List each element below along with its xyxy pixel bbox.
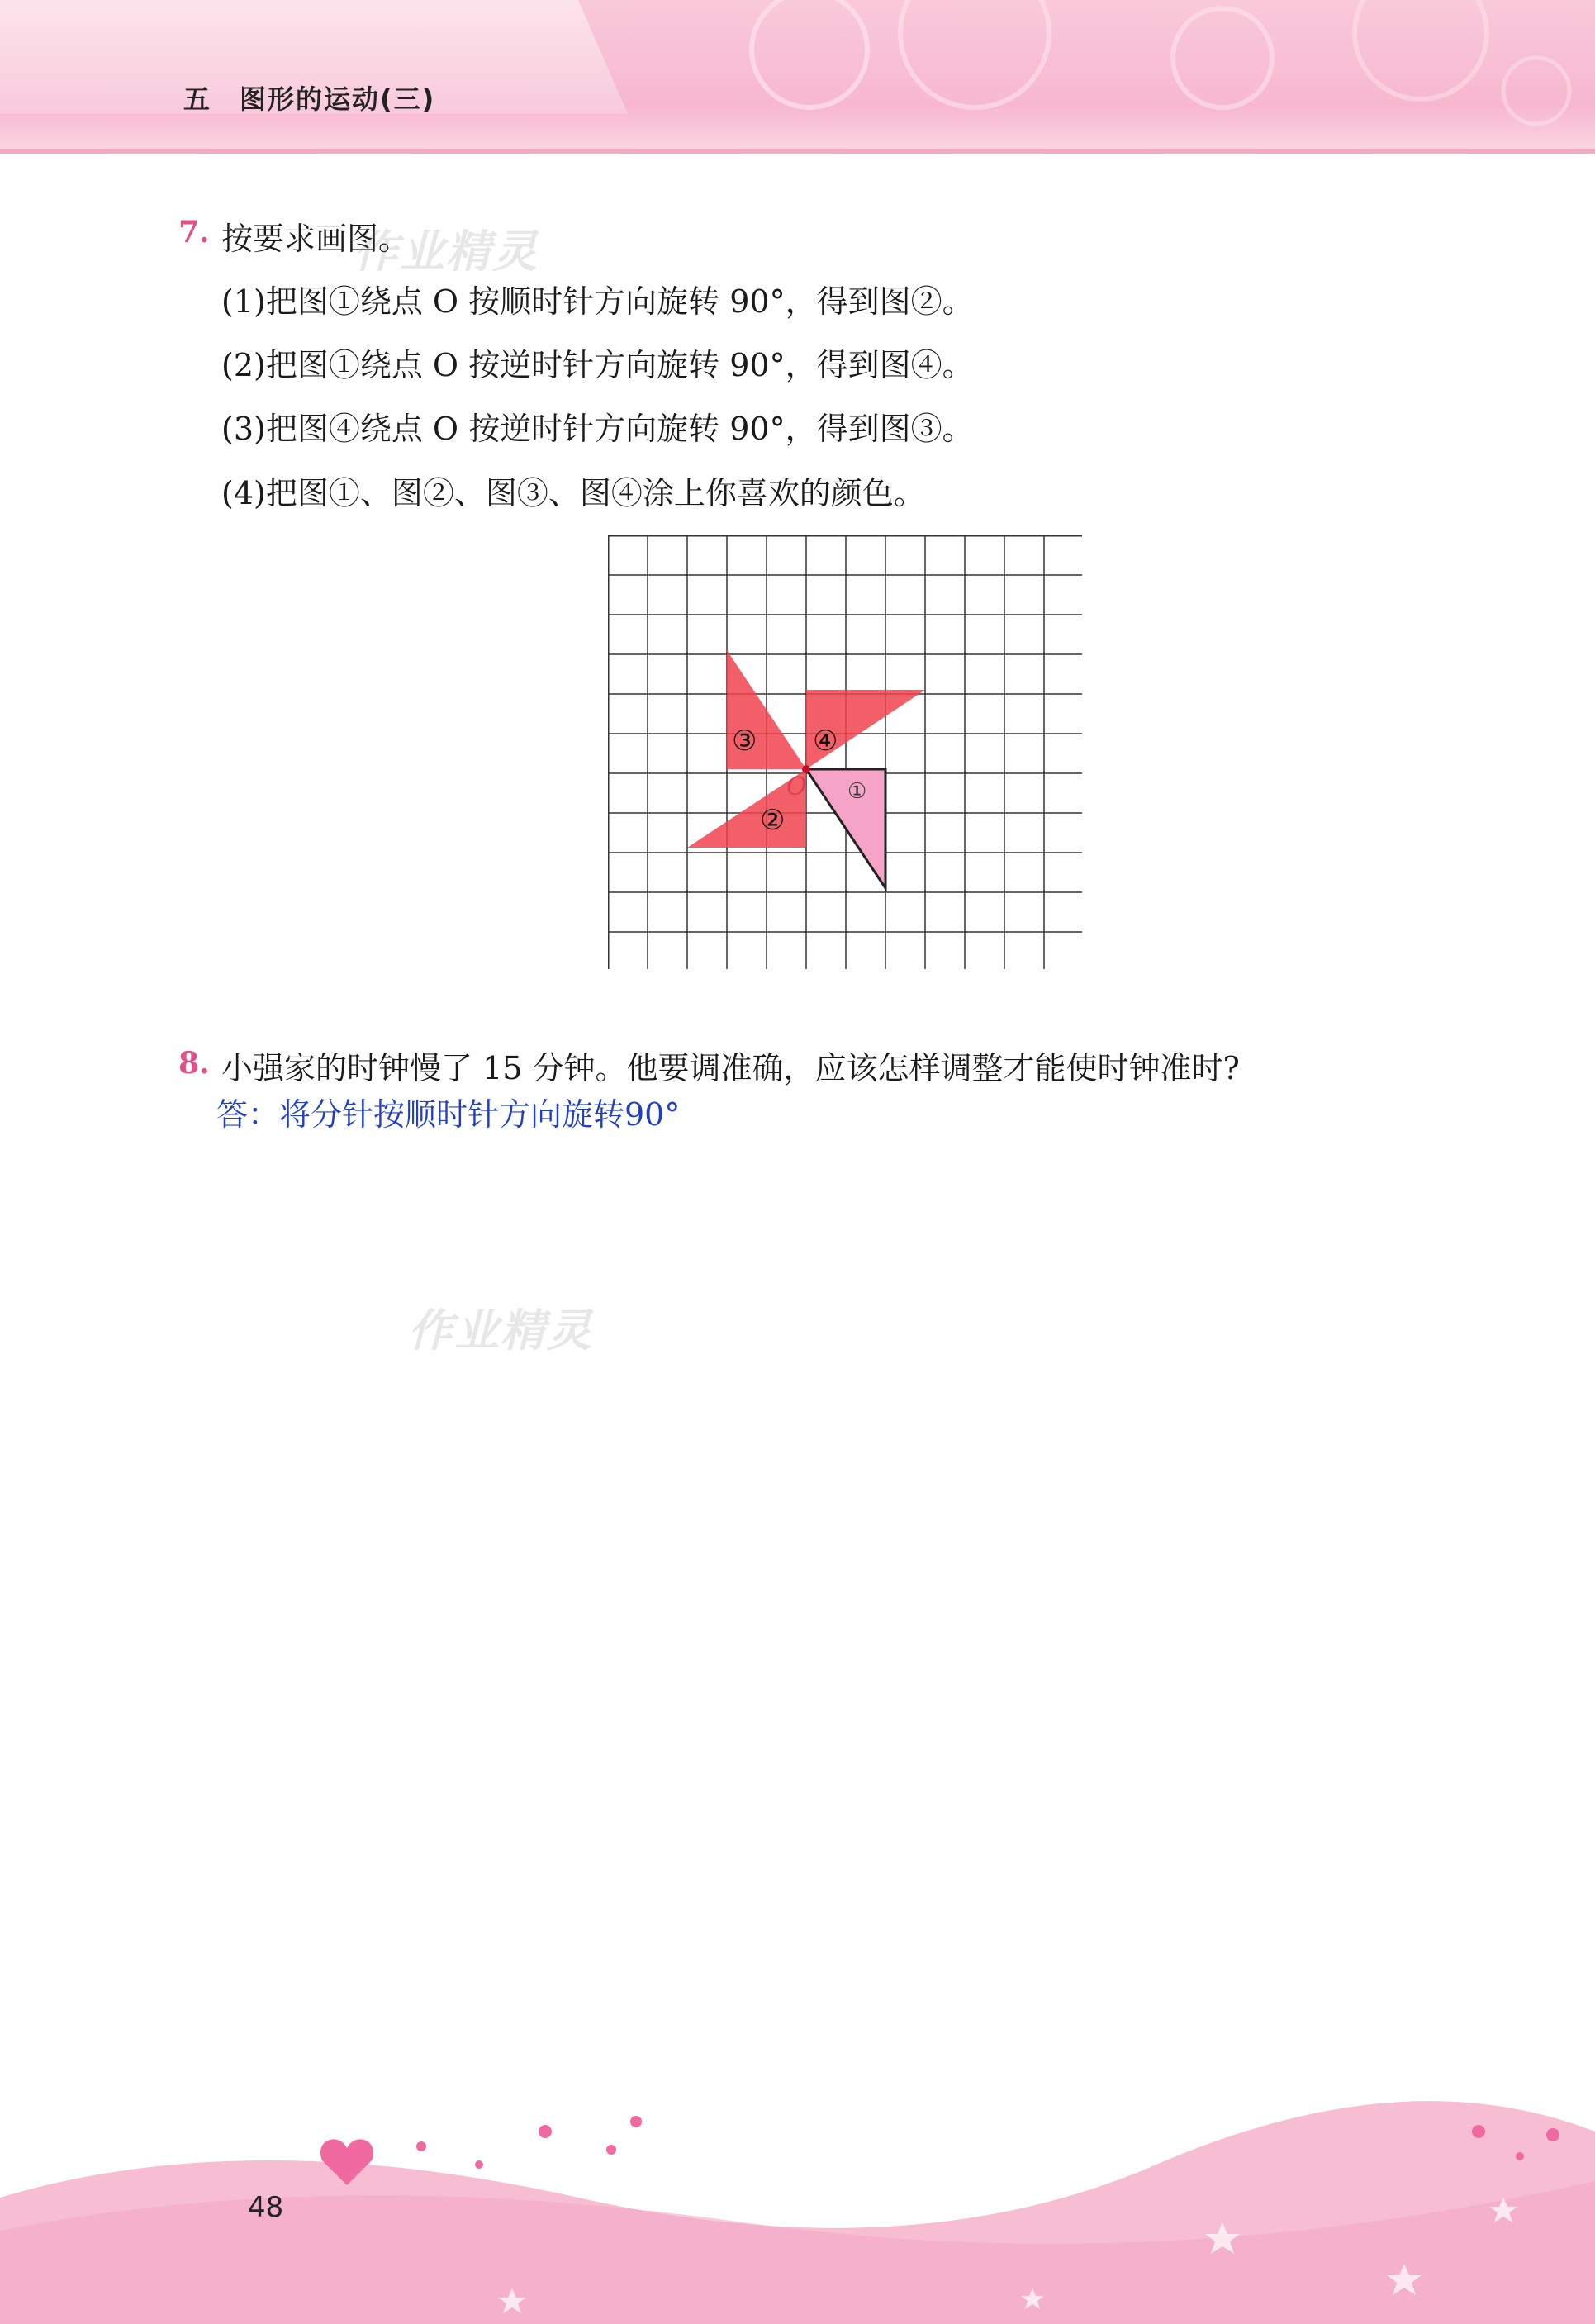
q7-number: 7. [178, 215, 210, 250]
label-1: ① [847, 779, 867, 804]
q7-item-2: (2)把图①绕点 O 按逆时针方向旋转 90°，得到图④。 [221, 347, 974, 383]
q8-answer: 答：将分针按顺时针方向旋转90° [216, 1096, 681, 1133]
page-number: 48 [248, 2191, 284, 2224]
grid-lines [608, 535, 1082, 969]
chapter-number: 五 [183, 83, 211, 115]
q7-item-4: (4)把图①、图②、图③、图④涂上你喜欢的颜色。 [221, 475, 925, 511]
point-o-label: O [786, 772, 807, 801]
watermark-top: 作业精灵 [354, 226, 539, 278]
q8-number: 8. [178, 1046, 210, 1081]
label-3: ③ [732, 725, 757, 758]
q7-item-3: (3)把图④绕点 O 按逆时针方向旋转 90°，得到图③。 [221, 411, 974, 447]
watermark-middle: 作业精灵 [408, 1305, 593, 1357]
q8-prompt: 小强家的时钟慢了 15 分钟。他要调准确，应该怎样调整才能使时钟准时? [221, 1050, 1240, 1086]
q7-item-1: (1)把图①绕点 O 按顺时针方向旋转 90°，得到图②。 [221, 283, 974, 320]
label-2: ② [760, 804, 786, 837]
label-4: ④ [813, 725, 838, 758]
chapter-title: 图形的运动(三) [240, 83, 436, 115]
q7-prompt: 按要求画图。 [221, 221, 411, 257]
footer-decoration [0, 2098, 1595, 2324]
rotation-grid-figure [608, 535, 1082, 969]
header-divider [0, 149, 1595, 154]
